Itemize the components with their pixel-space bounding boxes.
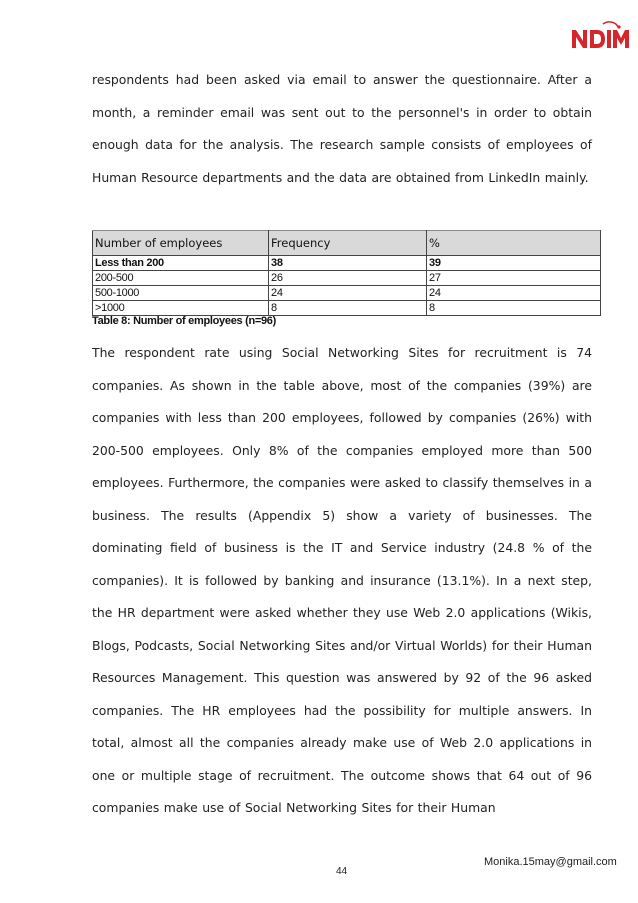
table-cell: 38: [269, 256, 427, 271]
ndim-logo: [570, 20, 630, 54]
body-paragraph-1: respondents had been asked via email to answer the questionnaire. After a month, a reminder email was sent out to the personnel's in order to obtain enough data for the analysis. The research sample consists of employees of Human Resource departments and the data are obtained from LinkedIn mainly.: [92, 72, 592, 185]
table-cell: 500-1000: [93, 286, 269, 301]
table-cell: 26: [269, 271, 427, 286]
author-email: Monika.15may@gmail.com: [484, 856, 617, 868]
table-cell: 200-500: [93, 271, 269, 286]
table-cell: 27: [427, 271, 601, 286]
table-header-row: [93, 231, 601, 256]
table-cell: 8: [427, 301, 601, 316]
table-row: [93, 301, 601, 316]
column-header-frequency: Frequency: [269, 231, 427, 256]
table-caption: Table 8: Number of employees (n=96): [92, 315, 276, 327]
page-number: 44: [335, 866, 348, 877]
table-cell: 39: [427, 256, 601, 271]
table-cell: >1000: [93, 301, 269, 316]
employees-table: [92, 230, 601, 316]
table-cell: 24: [427, 286, 601, 301]
table-cell: Less than 200: [93, 256, 269, 271]
body-paragraph-2: The respondent rate using Social Networking Sites for recruitment is 74 companies. As shown in the table above, most of the companies (39%) are companies with less than 200 employees, followed by companies (26%) with 200-500 employees. Only 8% of the companies employed more than 500 employees. Furthermore, the companies were asked to classify themselves in a business. The results (Appendix 5) show a variety of businesses. The dominating field of business is the IT and Service industry (24.8 % of the companies). It is followed by banking and insurance (13.1%). In a next step, the HR department were asked whether they use Web 2.0 applications (Wikis, Blogs, Podcasts, Social Networking Sites and/or Virtual Worlds) for their Human Resources Management. This question was answered by 92 of the 96 asked companies. The HR employees had the possibility for multiple answers. In total, almost all the companies already make use of Web 2.0 applications in one or multiple stage of recruitment. The outcome shows that 64 out of 96 companies make use of Social Networking Sites for their Human: [92, 345, 592, 815]
table-row: [93, 271, 601, 286]
table-row: [93, 256, 601, 271]
column-header-employees: Number of employees: [93, 231, 269, 256]
column-header-percent: %: [427, 231, 601, 256]
table-row: [93, 286, 601, 301]
table-cell: 8: [269, 301, 427, 316]
table-cell: 24: [269, 286, 427, 301]
